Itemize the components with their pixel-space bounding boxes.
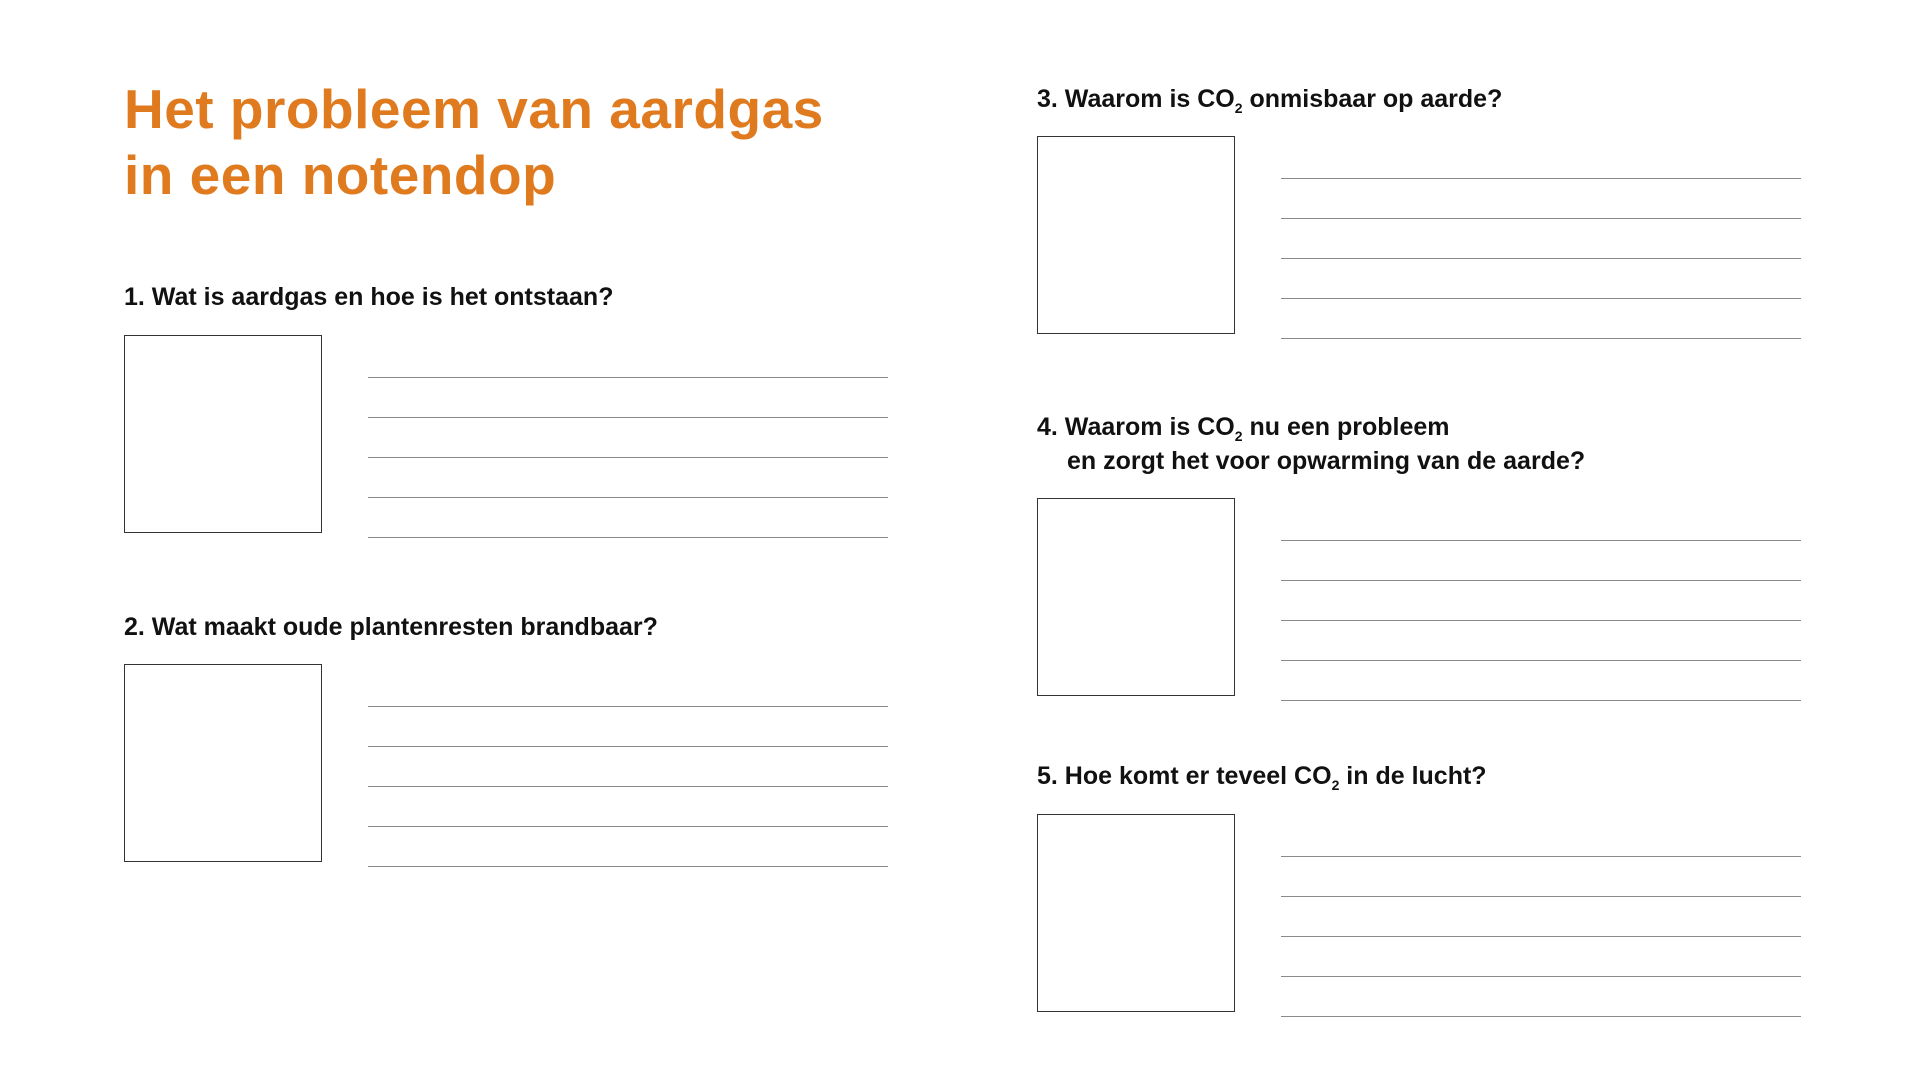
answer-line[interactable]	[1281, 338, 1801, 339]
question-2-text: 2. Wat maakt oude plantenresten brandbaar?	[124, 613, 658, 641]
answer-line[interactable]	[1281, 580, 1801, 581]
answer-line[interactable]	[1281, 936, 1801, 937]
answer-line[interactable]	[368, 377, 888, 378]
question-4-answer-lines[interactable]	[1281, 498, 1801, 698]
answer-line[interactable]	[1281, 700, 1801, 701]
question-3-text: 3. Waarom is $CO_2$ onmisbaar op aarde?	[1037, 85, 1503, 116]
question-3-drawing-box[interactable]	[1037, 136, 1235, 334]
answer-line[interactable]	[1281, 856, 1801, 857]
question-5	[1037, 759, 1487, 793]
question-1-answer-lines[interactable]	[368, 335, 888, 535]
question-5-text: 5. Hoe komt er teveel $CO_2$ in de lucht?	[1037, 762, 1487, 793]
question-4-text-line-2: en zorgt het voor opwarming van de aarde?	[1067, 447, 1586, 475]
worksheet-title	[124, 76, 824, 208]
question-1-drawing-box[interactable]	[124, 335, 322, 533]
answer-line[interactable]	[368, 417, 888, 418]
answer-line[interactable]	[368, 746, 888, 747]
answer-line[interactable]	[1281, 976, 1801, 977]
answer-line[interactable]	[368, 786, 888, 787]
answer-line[interactable]	[368, 706, 888, 707]
question-3	[1037, 82, 1502, 116]
answer-line[interactable]	[1281, 1016, 1801, 1017]
question-1	[124, 280, 613, 314]
answer-line[interactable]	[1281, 258, 1801, 259]
question-4-drawing-box[interactable]	[1037, 498, 1235, 696]
question-4-text-line-1: 4. Waarom is $CO_2$ nu een probleem	[1037, 413, 1450, 444]
answer-line[interactable]	[1281, 218, 1801, 219]
answer-line[interactable]	[368, 497, 888, 498]
question-2-drawing-box[interactable]	[124, 664, 322, 862]
answer-line[interactable]	[1281, 178, 1801, 179]
question-1-text: 1. Wat is aardgas en hoe is het ontstaan?	[124, 283, 614, 311]
answer-line[interactable]	[1281, 660, 1801, 661]
question-5-answer-lines[interactable]	[1281, 814, 1801, 1014]
question-3-answer-lines[interactable]	[1281, 136, 1801, 336]
answer-line[interactable]	[1281, 540, 1801, 541]
answer-line[interactable]	[1281, 620, 1801, 621]
answer-line[interactable]	[368, 537, 888, 538]
question-2-answer-lines[interactable]	[368, 664, 888, 864]
answer-line[interactable]	[1281, 896, 1801, 897]
answer-line[interactable]	[368, 866, 888, 867]
answer-line[interactable]	[368, 457, 888, 458]
question-2	[124, 610, 658, 644]
title-line-2: in een notendop	[124, 144, 557, 206]
question-5-drawing-box[interactable]	[1037, 814, 1235, 1012]
answer-line[interactable]	[368, 826, 888, 827]
title-line-1: Het probleem van aardgas	[124, 78, 824, 140]
answer-line[interactable]	[1281, 298, 1801, 299]
question-4	[1037, 410, 1585, 478]
